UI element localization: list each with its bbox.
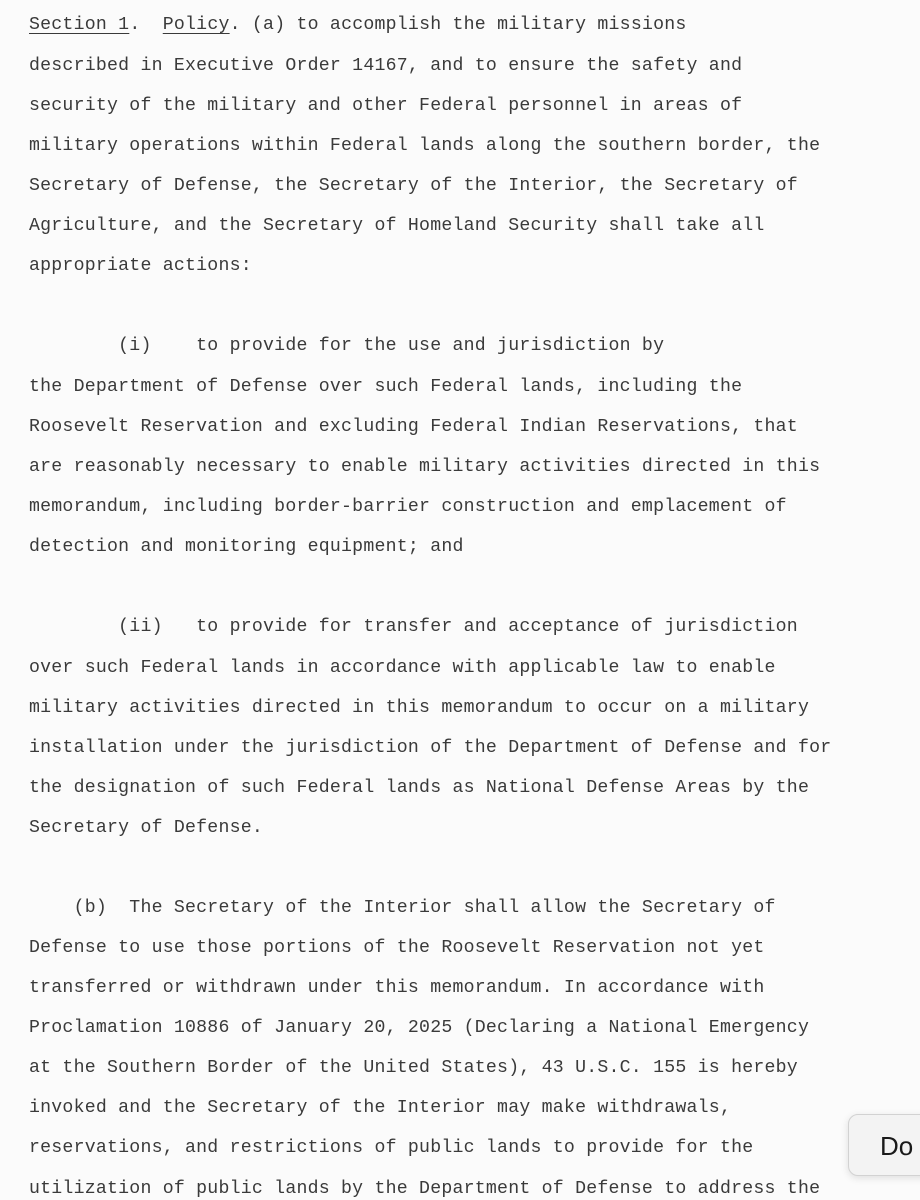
document-line: memorandum, including border-barrier construction and emplacement of	[29, 497, 787, 517]
document-line: Secretary of Defense, the Secretary of the Interior, the Secretary of	[29, 176, 798, 196]
document-line: appropriate actions:	[29, 256, 252, 276]
document-line: the Department of Defense over such Federal lands, including the	[29, 377, 743, 397]
document-line: Roosevelt Reservation and excluding Federal Indian Reservations, that	[29, 417, 798, 437]
section-heading: Section 1	[29, 15, 130, 35]
document-line: security of the military and other Federal personnel in areas of	[29, 96, 743, 116]
document-line: at the Southern Border of the United States), 43 U.S.C. 155 is hereby	[29, 1058, 798, 1078]
document-line: detection and monitoring equipment; and	[29, 537, 464, 557]
document-line: the designation of such Federal lands as National Defense Areas by the	[29, 778, 810, 798]
document-line: (i) to provide for the use and jurisdiction by	[29, 336, 665, 356]
document-line: military activities directed in this memorandum to occur on a military	[29, 698, 810, 718]
document-line: Proclamation 10886 of January 20, 2025 (Declaring a National Emergency	[29, 1018, 810, 1038]
document-line: military operations within Federal lands along the southern border, the	[29, 136, 821, 156]
document-line: transferred or withdrawn under this memorandum. In accordance with	[29, 978, 765, 998]
overlay-do-button[interactable]: Do	[848, 1114, 920, 1176]
document-line: Agriculture, and the Secretary of Homeland Security shall take all	[29, 216, 765, 236]
document-line: utilization of public lands by the Department of Defense to address the	[29, 1179, 821, 1199]
document-line: installation under the jurisdiction of the Department of Defense and for	[29, 738, 832, 758]
document-line: (ii) to provide for transfer and acceptance of jurisdiction	[29, 617, 798, 637]
document-line: reservations, and restrictions of public lands to provide for the	[29, 1138, 754, 1158]
policy-heading: Policy	[162, 15, 230, 35]
document-line: over such Federal lands in accordance with applicable law to enable	[29, 658, 776, 678]
document-line: Section 1. Policy. (a) to accomplish the military missions	[29, 15, 687, 35]
document-line: Secretary of Defense.	[29, 818, 264, 838]
document-line: described in Executive Order 14167, and to ensure the safety and	[29, 56, 743, 76]
document-line: invoked and the Secretary of the Interior may make withdrawals,	[29, 1098, 732, 1118]
document-line: are reasonably necessary to enable military activities directed in this	[29, 457, 821, 477]
document-line: (b) The Secretary of the Interior shall allow the Secretary of	[29, 898, 776, 918]
document-line: Defense to use those portions of the Roosevelt Reservation not yet	[29, 938, 765, 958]
